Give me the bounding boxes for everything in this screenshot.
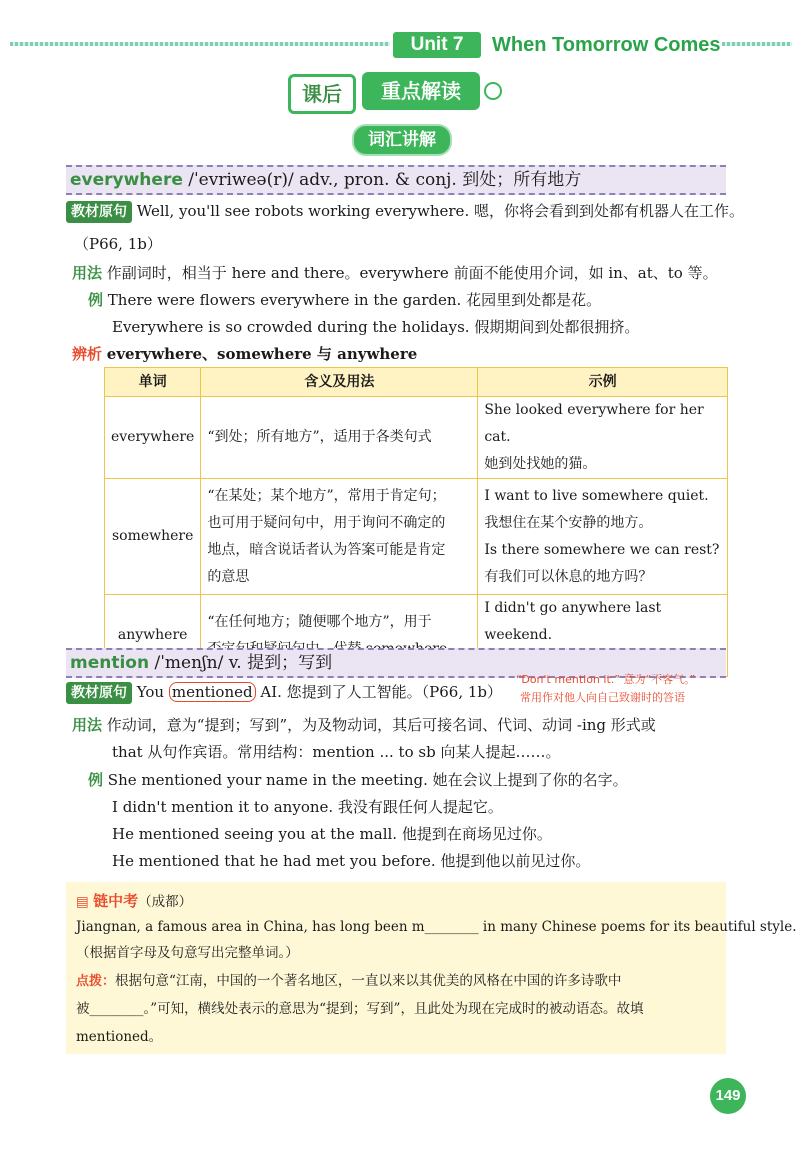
table-row: everywhere “到处；所有地方”，适用于各类句式 She looked everywhere for her cat. 她到处找她的猫。	[105, 397, 728, 479]
table-row: anywhere “在任何地方；随便哪个地方”，用于 I didn't go anywhere last weekend.	[105, 595, 728, 677]
exam-question: Jiangnan, a famous area in China, has long been m________ in many Chinese poems for its beautiful style.	[76, 919, 797, 935]
exam-hint-3: mentioned。	[76, 1029, 163, 1045]
source-ref: （P66, 1b）	[74, 235, 162, 253]
table-header-row: 单词 含义及用法 示例	[105, 368, 728, 397]
exam-hint-2: 被________。”可知，横线处表示的意思为“提到；写到”，且此处为现在完成时的被动语态。故填	[76, 1001, 644, 1017]
headword: mention	[70, 653, 150, 673]
analysis-title: 辨析 everywhere、somewhere 与 anywhere	[72, 345, 418, 363]
banner-part2: 重点解读	[362, 72, 480, 110]
usage: 用法 作动词，意为“提到；写到”，为及物动词，其后可接名词、代词、动词 -ing 形式或	[72, 716, 656, 734]
exam-hint: 点拨：根据句意“江南，中国的一个著名地区，一直以来以其优美的风格在中国的许多诗歌中	[76, 973, 622, 989]
table-row: somewhere “在某处；某个地方”，常用于肯定句； 也可用于疑问句中，用于询问不确定的 地点，暗含说话者认为答案可能是肯定 的意思 I want to live somewhere quiet. 我想住在某个安静的地方。 Is there somewhere we can rest? 有我们可以休息的地方吗？	[105, 479, 728, 595]
headword: everywhere	[70, 170, 183, 190]
comparison-table	[104, 367, 728, 677]
source-tag: 教材原句	[66, 201, 132, 223]
example-3: He mentioned seeing you at the mall. 他提到在商场见过你。	[112, 825, 552, 843]
example-4: He mentioned that he had met you before. 他提到他以前见过你。	[112, 852, 591, 870]
section-tag: 词汇讲解	[352, 124, 452, 156]
unit-title: When Tomorrow Comes	[492, 34, 721, 56]
pronunciation: /ˈevriweə(r)/ adv., pron. & conj. 到处；所有地方	[182, 170, 582, 190]
usage-cont: that 从句作宾语。常用结构：mention ... to sb 向某人提起……。	[112, 743, 561, 761]
exam-box	[66, 882, 797, 1054]
header-rule-right	[722, 42, 792, 46]
example-1: 例 There were flowers everywhere in the garden. 花园里到处都是花。	[88, 291, 602, 309]
header-rule	[10, 42, 390, 46]
example-1: 例 She mentioned your name in the meeting. 她在会议上提到了你的名字。	[88, 771, 628, 789]
source-tag: 教材原句	[66, 682, 132, 704]
word-bar-everywhere	[66, 165, 726, 195]
side-note: 常用作对他人向自己致谢时的答语	[520, 691, 685, 704]
unit-badge: Unit 7	[393, 32, 481, 58]
side-note: “Don't mention it.” 意为“不客气。”	[516, 673, 696, 686]
example-2: I didn't mention it to anyone. 我没有跟任何人提起它。	[112, 798, 503, 816]
source-sentence: 教材原句 Well, you'll see robots working everywhere. 嗯，你将会看到到处都有机器人在工作。	[66, 200, 744, 223]
exam-instruction: （根据首字母及句意写出完整单词。）	[76, 945, 299, 961]
example-2: Everywhere is so crowded during the holidays. 假期期间到处都很拥挤。	[112, 318, 640, 336]
banner-part1: 课后	[288, 74, 356, 114]
usage: 用法 作副词时，相当于 here and there。everywhere 前面不能使用介词，如 in、at、to 等。	[72, 264, 718, 282]
page-number: 149	[710, 1078, 746, 1114]
source-sentence: 教材原句 You mentioned AI. 您提到了人工智能。（P66, 1b）	[66, 681, 502, 704]
exam-title: ▤ 链中考（成都）	[76, 892, 193, 910]
list-icon: ▤	[76, 894, 89, 910]
banner-dot-icon	[484, 82, 502, 100]
highlighted-word: mentioned	[169, 682, 256, 702]
pronunciation: /ˈmenʃn/ v. 提到；写到	[149, 653, 333, 673]
section-banner	[288, 72, 514, 112]
